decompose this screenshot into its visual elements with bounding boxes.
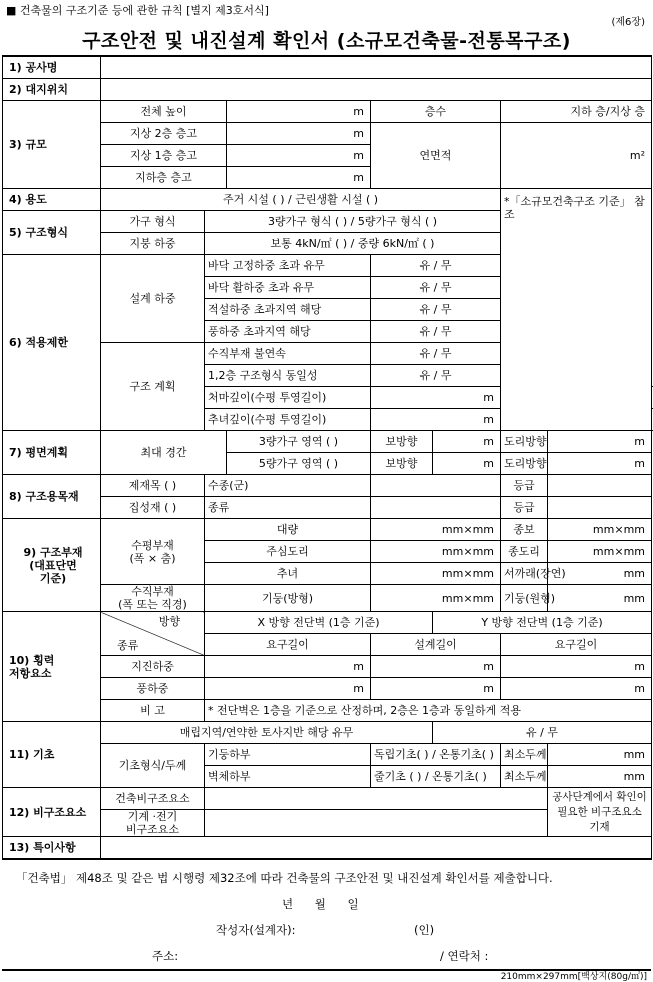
floor1-height-label: 지상 1층 층고 [101,145,227,167]
project-name-label: 1) 공사명 [3,56,101,79]
architectural-nonstructural-field[interactable] [205,788,548,810]
structure-type-label: 5) 구조형식 [3,211,101,255]
mep-nonstructural-label: 기계 ·전기 비구조요소 [101,810,205,837]
beam-direction-label: 보방향 [371,431,433,453]
author-label: 작성자(설계자): [216,923,296,937]
seismic-y-required-field[interactable]: m [501,656,652,678]
min-thickness-label: 최소두께 [501,766,548,788]
wind-x-design-field[interactable]: m [371,678,501,700]
grade-field[interactable] [548,497,652,519]
site-location-field[interactable] [101,79,652,101]
sawn-timber-option[interactable]: 제재목 ( ) [101,475,205,497]
girder-direction-field[interactable]: m [548,431,652,453]
yes-no-field[interactable]: 유 / 무 [371,365,501,387]
total-height-field[interactable]: m [227,101,371,123]
wind-load-label: 풍하중 [101,678,205,700]
total-area-field[interactable]: m² [501,123,652,189]
girder-direction-label: 도리방향 [501,431,548,453]
y-required-length-header: 요구길이 [501,634,652,656]
main-beam-label: 대량 [205,519,371,541]
basement-height-label: 지하층 층고 [101,167,227,189]
eaves-depth-field[interactable]: m [371,387,501,409]
soft-ground-label: 매립지역/연약한 토사지반 해당 유무 [101,722,433,744]
lateral-resistance-label: 10) 횡력 저항요소 [3,612,101,722]
use-options[interactable]: 주거 시설 ( ) / 근린생활 시설 ( ) [101,189,501,211]
horizontal-member-label: 수평부재 (폭 × 춤) [101,519,205,585]
page-number: (제6장) [611,17,645,28]
grade-field[interactable] [548,475,652,497]
seismic-x-design-field[interactable]: m [371,656,501,678]
wind-y-required-field[interactable]: m [501,678,652,700]
design-load-label: 설계 하중 [101,255,205,343]
species-field[interactable] [371,475,501,497]
rafter-field[interactable]: mm [548,563,652,585]
wind-x-required-field[interactable]: m [205,678,371,700]
round-column-field[interactable]: mm [548,585,652,612]
limit-item: 바닥 고정하중 초과 유무 [205,255,371,277]
limit-item: 수직부재 불연속 [205,343,371,365]
timber-label: 8) 구조용목재 [3,475,101,519]
floor2-height-label: 지상 2층 층고 [101,123,227,145]
total-height-label: 전체 높이 [101,101,227,123]
yes-no-field[interactable]: 유 / 무 [371,343,501,365]
hip-rafter-label: 추녀 [205,563,371,585]
column-base-thickness-field[interactable]: mm [548,744,652,766]
square-column-label: 기둥(방형) [205,585,371,612]
floors-field[interactable]: 지하 층/지상 층 [501,101,652,123]
roof-load-options[interactable]: 보통 4kN/㎡ ( ) / 중량 6kN/㎡ ( ) [205,233,501,255]
eaves-depth-label: 처마깊이(수평 투영길이) [205,387,371,409]
scale-label: 3) 규모 [3,101,101,189]
foundation-label: 11) 기초 [3,722,101,788]
beam-direction-field[interactable]: m [433,453,501,475]
member-label: 9) 구조부재 (대표단면 기준) [3,519,101,612]
main-beam-field[interactable]: mm×mm [371,519,501,541]
submission-footer [2,862,651,971]
seal-mark[interactable]: (인) [414,923,435,937]
remark-text: * 전단벽은 1층을 기준으로 산정하며, 2층은 1층과 동일하게 적용 [205,700,652,722]
special-notes-field[interactable] [101,837,652,860]
column-base-label: 기둥하부 [205,744,371,766]
special-notes-label: 13) 특이사항 [3,837,101,860]
remark-label: 비 고 [101,700,205,722]
direction-kind-header: 방향 종류 [101,612,205,656]
max-span-label: 최대 경간 [101,431,227,475]
min-thickness-label: 최소두께 [501,744,548,766]
hip-rafter-depth-field[interactable]: m [371,409,501,431]
secondary-beam-label: 종보 [501,519,548,541]
wall-base-thickness-field[interactable]: mm [548,766,652,788]
y-direction-header: Y 방향 전단벽 (1층 기준) [433,612,652,634]
rafter-label: 서까래(장연) [501,563,548,585]
limit-item: 1,2층 구조형식 동일성 [205,365,371,387]
three-beam-area-label[interactable]: 3량가구 영역 ( ) [227,431,371,453]
yes-no-field[interactable]: 유 / 무 [371,321,501,343]
floor2-height-field[interactable]: m [227,123,371,145]
ridge-purlin-label: 종도리 [501,541,548,563]
beam-direction-label: 보방향 [371,453,433,475]
frame-type-options[interactable]: 3량가구 형식 ( ) / 5량가구 형식 ( ) [205,211,501,233]
nonstructural-label: 12) 비구조요소 [3,788,101,837]
five-beam-area-label[interactable]: 5량가구 영역 ( ) [227,453,371,475]
floors-label: 층수 [371,101,501,123]
girder-direction-field[interactable]: m [548,453,652,475]
form-reference: ■ 건축물의 구조기준 등에 관한 규칙 [별지 제3호서식] [6,4,269,17]
hip-rafter-depth-label: 추녀깊이(수평 투영길이) [205,409,371,431]
x-design-length-header: 설계길이 [371,634,501,656]
grade-label: 등급 [501,497,548,519]
main-purlin-field[interactable]: mm×mm [371,541,501,563]
hip-rafter-field[interactable]: mm×mm [371,563,501,585]
glulam-option[interactable]: 집성재 ( ) [101,497,205,519]
nonstructural-note: 공사단계에서 확인이 필요한 비구조요소 기재 [548,788,652,837]
address-label: 주소: [152,949,179,963]
yes-no-field[interactable]: 유 / 무 [371,277,501,299]
limit-item: 적설하중 초과지역 해당 [205,299,371,321]
grade-label: 등급 [501,475,548,497]
yes-no-field[interactable]: 유 / 무 [371,255,501,277]
column-base-options[interactable]: 독립기초( ) / 온통기초( ) [371,744,501,766]
project-name-field[interactable] [101,56,652,79]
document-title: 구조안전 및 내진설계 확인서 (소규모건축물-전통목구조) [82,30,571,52]
floor1-height-field[interactable]: m [227,145,371,167]
roof-load-label: 지붕 하중 [101,233,205,255]
main-purlin-label: 주심도리 [205,541,371,563]
ridge-purlin-field[interactable]: mm×mm [548,541,652,563]
round-column-label: 기둥(원형) [501,585,548,612]
girder-direction-label: 도리방향 [501,453,548,475]
date-line[interactable]: 년 월 일 [282,897,359,911]
seismic-x-required-field[interactable]: m [205,656,371,678]
foundation-type-label: 기초형식/두께 [101,744,205,788]
basement-height-field[interactable]: m [227,167,371,189]
structure-plan-label: 구조 계획 [101,343,205,431]
site-location-label: 2) 대지위치 [3,79,101,101]
plan-label: 7) 평면계획 [3,431,101,475]
frame-type-label: 가구 형식 [101,211,205,233]
use-label: 4) 용도 [3,189,101,211]
limit-item: 풍하중 초과지역 해당 [205,321,371,343]
paper-spec: 210mm×297mm[백상지(80g/㎡)] [500,972,647,982]
species-label: 수종(군) [205,475,371,497]
kind-label: 종류 [205,497,371,519]
yes-no-field[interactable]: 유 / 무 [371,299,501,321]
x-direction-header: X 방향 전단벽 (1층 기준) [205,612,433,634]
standard-reference-note: *「소규모건축구조 기준」 참조 [501,189,652,431]
wall-base-label: 벽체하부 [205,766,371,788]
declaration-text: 「건축법」 제48조 및 같은 법 시행령 제32조에 따라 건축물의 구조안전 및 내진설계 확인서를 제출합니다. [16,871,553,885]
square-column-field[interactable]: mm×mm [371,585,501,612]
vertical-member-label: 수직부재 (폭 또는 직경) [101,585,205,612]
wall-base-options[interactable]: 줄기초 ( ) / 온통기초( ) [371,766,501,788]
beam-direction-field[interactable]: m [433,431,501,453]
kind-field[interactable] [371,497,501,519]
application-limit-label: 6) 적용제한 [3,255,101,431]
soft-ground-yes-no[interactable]: 유 / 무 [433,722,652,744]
secondary-beam-field[interactable]: mm×mm [548,519,652,541]
mep-nonstructural-field[interactable] [205,810,548,837]
limit-item: 바닥 활하중 초과 유무 [205,277,371,299]
x-required-length-header: 요구길이 [205,634,371,656]
contact-label: / 연락처 : [440,949,489,963]
seismic-load-label: 지진하중 [101,656,205,678]
architectural-nonstructural-label: 건축비구조요소 [101,788,205,810]
confirmation-form-table [2,55,652,860]
total-area-label: 연면적 [371,123,501,189]
